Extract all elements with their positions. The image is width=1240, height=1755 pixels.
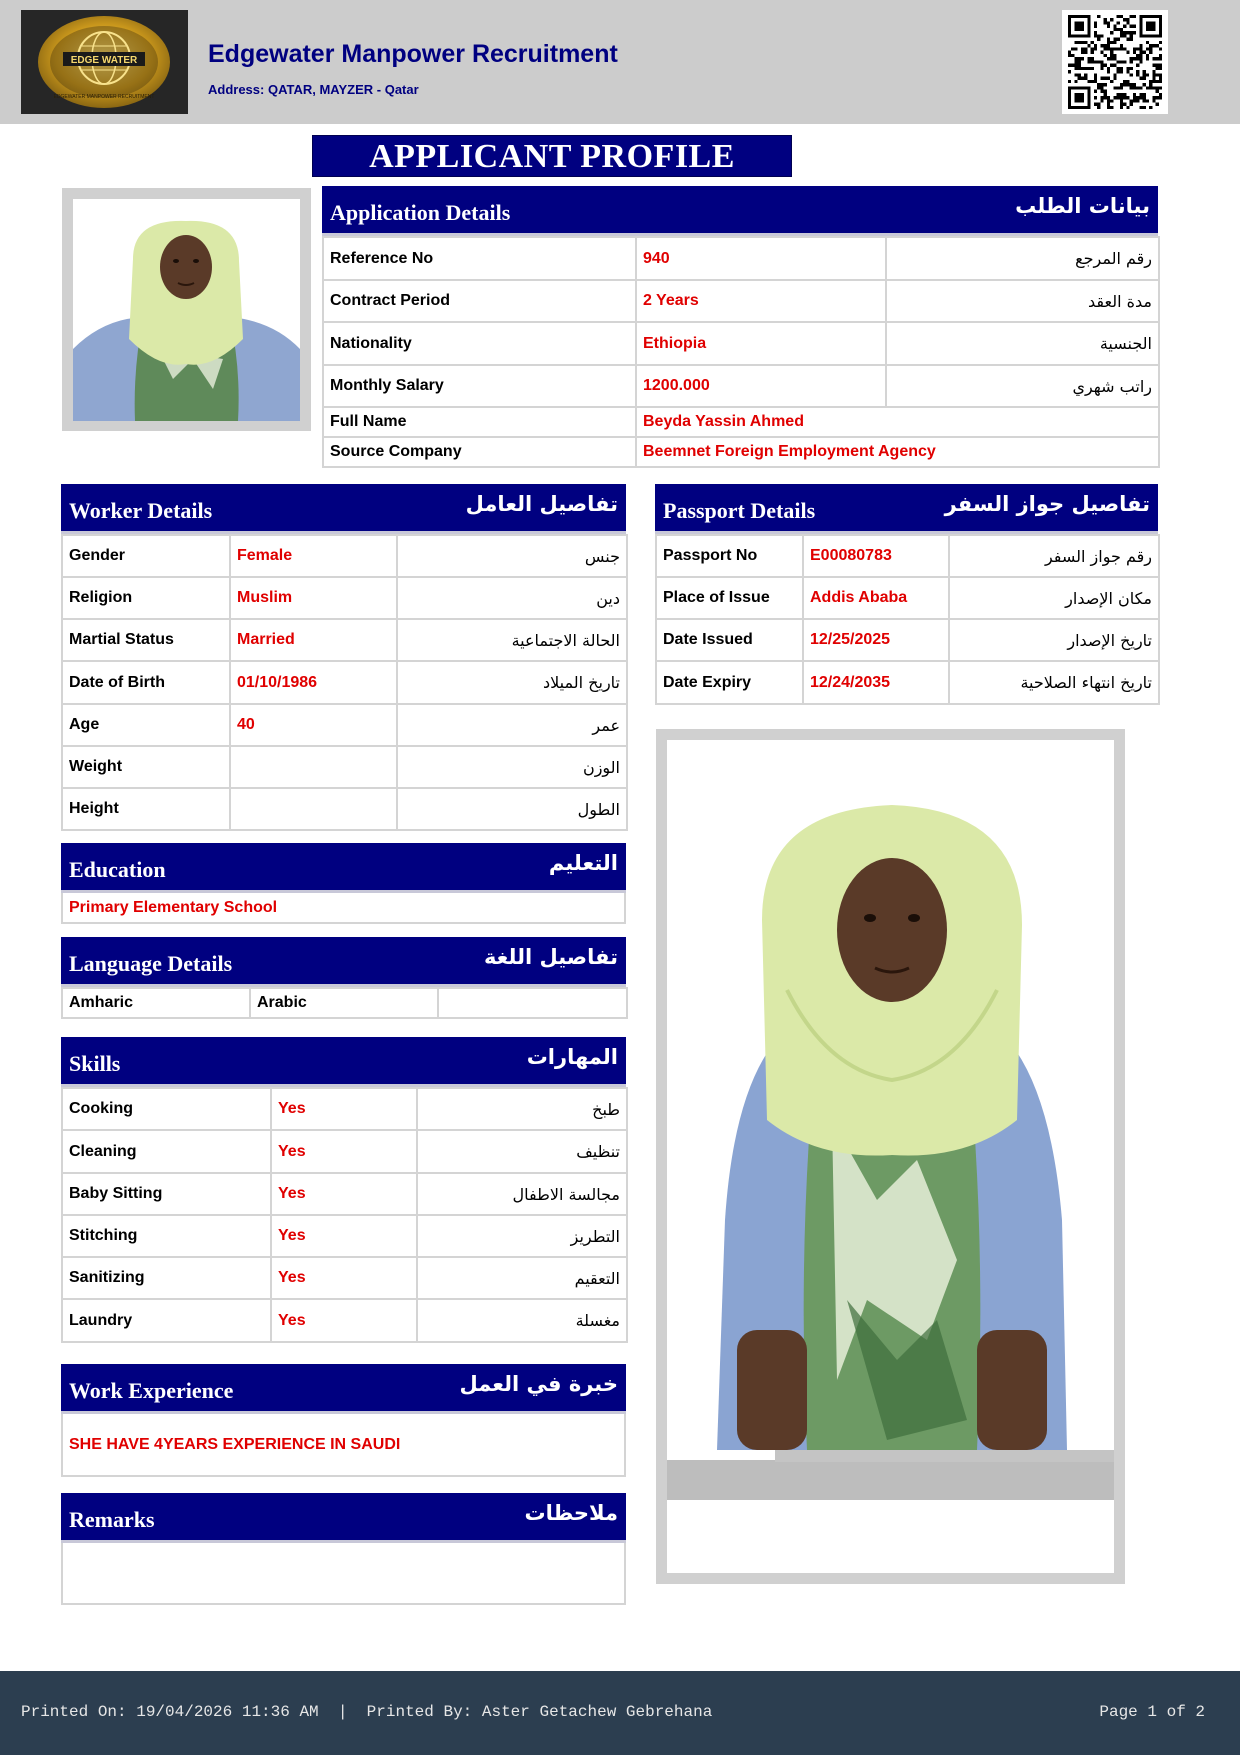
field-label-arabic: رقم جواز السفر bbox=[949, 535, 1159, 577]
education-value: Primary Elementary School bbox=[69, 899, 278, 916]
field-value: Muslim bbox=[230, 577, 397, 619]
field-label-arabic: تاريخ الميلاد bbox=[397, 661, 627, 704]
field-label: Age bbox=[62, 704, 230, 746]
language-table bbox=[61, 987, 628, 1019]
table-row bbox=[62, 788, 627, 830]
field-label: Religion bbox=[62, 577, 230, 619]
field-label-arabic: رقم المرجع bbox=[886, 237, 1159, 280]
company-name: Edgewater Manpower Recruitment bbox=[208, 40, 618, 68]
field-label-arabic: الحالة الاجتماعية bbox=[397, 619, 627, 661]
field-label: Martial Status bbox=[62, 619, 230, 661]
table-row bbox=[62, 619, 627, 661]
skill-value: Yes bbox=[271, 1173, 417, 1215]
worker-details-header bbox=[61, 484, 626, 534]
table-row bbox=[62, 746, 627, 788]
svg-text:EDGEWATER MANPOWER RECRUITMENT: EDGEWATER MANPOWER RECRUITMENT bbox=[53, 94, 155, 100]
table-row bbox=[323, 437, 1159, 467]
field-label-arabic: تاريخ الإصدار bbox=[949, 619, 1159, 661]
skill-value: Yes bbox=[271, 1257, 417, 1299]
field-label-arabic: الطول bbox=[397, 788, 627, 830]
field-label: Nationality bbox=[323, 322, 636, 365]
table-row bbox=[62, 535, 627, 577]
skill-label: Laundry bbox=[62, 1299, 271, 1342]
section-title-arabic: تفاصيل اللغة bbox=[483, 945, 618, 969]
field-value: Ethiopia bbox=[636, 322, 886, 365]
section-title-arabic: تفاصيل جواز السفر bbox=[944, 492, 1150, 516]
company-address: Address: QATAR, MAYZER - Qatar bbox=[208, 82, 419, 97]
skill-label-arabic: طبخ bbox=[417, 1088, 627, 1130]
full-name-value: Beyda Yassin Ahmed bbox=[636, 407, 1159, 437]
page-header bbox=[0, 0, 1240, 124]
language-details-section bbox=[61, 937, 626, 1019]
table-row bbox=[62, 1299, 627, 1342]
table-row bbox=[62, 1173, 627, 1215]
skill-label: Sanitizing bbox=[62, 1257, 271, 1299]
field-value: E00080783 bbox=[803, 535, 949, 577]
field-label-arabic: عمر bbox=[397, 704, 627, 746]
work-experience-value: SHE HAVE 4YEARS EXPERIENCE IN SAUDI bbox=[69, 1436, 401, 1453]
field-label: Date Expiry bbox=[656, 661, 803, 704]
section-title: Application Details bbox=[330, 200, 511, 225]
field-label: Weight bbox=[62, 746, 230, 788]
field-value: 1200.000 bbox=[636, 365, 886, 407]
section-title-arabic: تفاصيل العامل bbox=[465, 492, 618, 516]
section-title: Skills bbox=[69, 1051, 121, 1076]
company-logo bbox=[21, 10, 188, 114]
field-value bbox=[230, 788, 397, 830]
table-row bbox=[656, 535, 1159, 577]
passport-details-table bbox=[655, 534, 1160, 705]
field-value bbox=[230, 746, 397, 788]
skill-value: Yes bbox=[271, 1215, 417, 1257]
field-value: 40 bbox=[230, 704, 397, 746]
table-row bbox=[323, 237, 1159, 280]
table-row bbox=[62, 661, 627, 704]
field-label: Date Issued bbox=[656, 619, 803, 661]
page-number: Page 1 of 2 bbox=[1099, 1703, 1205, 1721]
field-value: 12/25/2025 bbox=[803, 619, 949, 661]
section-title-arabic: خبرة في العمل bbox=[459, 1372, 618, 1396]
application-details-header bbox=[322, 186, 1158, 236]
field-label-arabic: دين bbox=[397, 577, 627, 619]
skill-value: Yes bbox=[271, 1130, 417, 1173]
source-company-label: Source Company bbox=[323, 437, 636, 467]
section-title: Education bbox=[69, 857, 166, 882]
field-label-arabic: الجنسية bbox=[886, 322, 1159, 365]
field-label: Height bbox=[62, 788, 230, 830]
field-label-arabic: راتب شهري bbox=[886, 365, 1159, 407]
skill-label: Stitching bbox=[62, 1215, 271, 1257]
worker-details-table bbox=[61, 534, 628, 831]
section-title-arabic: التعليم bbox=[548, 851, 618, 875]
field-label: Date of Birth bbox=[62, 661, 230, 704]
skill-label-arabic: مغسلة bbox=[417, 1299, 627, 1342]
skill-value: Yes bbox=[271, 1088, 417, 1130]
field-label-arabic: الوزن bbox=[397, 746, 627, 788]
skill-label: Cleaning bbox=[62, 1130, 271, 1173]
table-row bbox=[323, 365, 1159, 407]
remarks-section bbox=[61, 1493, 626, 1605]
table-row bbox=[62, 1257, 627, 1299]
field-value: 12/24/2035 bbox=[803, 661, 949, 704]
field-label: Monthly Salary bbox=[323, 365, 636, 407]
source-company-value: Beemnet Foreign Employment Agency bbox=[636, 437, 1159, 467]
education-value-box bbox=[61, 893, 626, 924]
applicant-photo-full bbox=[656, 729, 1125, 1584]
field-label: Reference No bbox=[323, 237, 636, 280]
svg-text:EDGE WATER: EDGE WATER bbox=[70, 55, 138, 66]
table-row bbox=[656, 661, 1159, 704]
education-header bbox=[61, 843, 626, 893]
section-title-arabic: ملاحظات bbox=[524, 1501, 618, 1525]
section-title-arabic: المهارات bbox=[526, 1045, 618, 1069]
field-label-arabic: جنس bbox=[397, 535, 627, 577]
full-name-label: Full Name bbox=[323, 407, 636, 437]
table-row bbox=[62, 1088, 627, 1130]
field-label: Contract Period bbox=[323, 280, 636, 322]
section-title: Passport Details bbox=[663, 498, 816, 523]
field-label: Place of Issue bbox=[656, 577, 803, 619]
language-item: Amharic bbox=[62, 988, 250, 1018]
section-title: Language Details bbox=[69, 951, 233, 976]
language-item bbox=[438, 988, 627, 1018]
skill-label-arabic: مجالسة الاطفال bbox=[417, 1173, 627, 1215]
table-row bbox=[323, 322, 1159, 365]
skill-label-arabic: تنظيف bbox=[417, 1130, 627, 1173]
work-experience-box bbox=[61, 1414, 626, 1477]
section-title: Work Experience bbox=[69, 1378, 234, 1403]
table-row bbox=[62, 1215, 627, 1257]
page-title: APPLICANT PROFILE bbox=[312, 135, 792, 177]
field-value: Addis Ababa bbox=[803, 577, 949, 619]
skill-label: Baby Sitting bbox=[62, 1173, 271, 1215]
table-row bbox=[656, 577, 1159, 619]
field-value: 2 Years bbox=[636, 280, 886, 322]
field-label: Passport No bbox=[656, 535, 803, 577]
field-value: 940 bbox=[636, 237, 886, 280]
skill-label: Cooking bbox=[62, 1088, 271, 1130]
remarks-box bbox=[61, 1543, 626, 1605]
skill-value: Yes bbox=[271, 1299, 417, 1342]
work-experience-header bbox=[61, 1364, 626, 1414]
worker-details-section bbox=[61, 484, 626, 831]
skills-table bbox=[61, 1087, 628, 1343]
work-experience-section bbox=[61, 1364, 626, 1477]
field-label-arabic: مدة العقد bbox=[886, 280, 1159, 322]
field-label-arabic: تاريخ انتهاء الصلاحية bbox=[949, 661, 1159, 704]
applicant-photo-small bbox=[62, 188, 311, 431]
education-section bbox=[61, 843, 626, 924]
passport-details-header bbox=[655, 484, 1158, 534]
skills-section bbox=[61, 1037, 626, 1343]
application-details-table bbox=[322, 236, 1160, 468]
table-row bbox=[62, 704, 627, 746]
field-value: 01/10/1986 bbox=[230, 661, 397, 704]
table-row bbox=[62, 577, 627, 619]
table-row bbox=[656, 619, 1159, 661]
table-row bbox=[323, 280, 1159, 322]
field-value: Female bbox=[230, 535, 397, 577]
field-label-arabic: مكان الإصدار bbox=[949, 577, 1159, 619]
printed-info: Printed On: 19/04/2026 11:36 AM | Printed By: Aster Getachew Gebrehana bbox=[21, 1703, 713, 1721]
table-row bbox=[62, 1130, 627, 1173]
page-footer bbox=[0, 1671, 1240, 1755]
field-value: Married bbox=[230, 619, 397, 661]
language-details-header bbox=[61, 937, 626, 987]
table-row bbox=[323, 407, 1159, 437]
language-item: Arabic bbox=[250, 988, 438, 1018]
section-title: Remarks bbox=[69, 1507, 155, 1532]
section-title: Worker Details bbox=[69, 498, 213, 523]
skill-label-arabic: التطريز bbox=[417, 1215, 627, 1257]
skill-label-arabic: التعقيم bbox=[417, 1257, 627, 1299]
application-details-section bbox=[322, 186, 1158, 468]
qr-code-icon bbox=[1062, 10, 1168, 114]
remarks-header bbox=[61, 1493, 626, 1543]
passport-details-section bbox=[655, 484, 1158, 705]
table-row bbox=[62, 988, 627, 1018]
field-label: Gender bbox=[62, 535, 230, 577]
section-title-arabic: بيانات الطلب bbox=[1015, 194, 1150, 218]
skills-header bbox=[61, 1037, 626, 1087]
